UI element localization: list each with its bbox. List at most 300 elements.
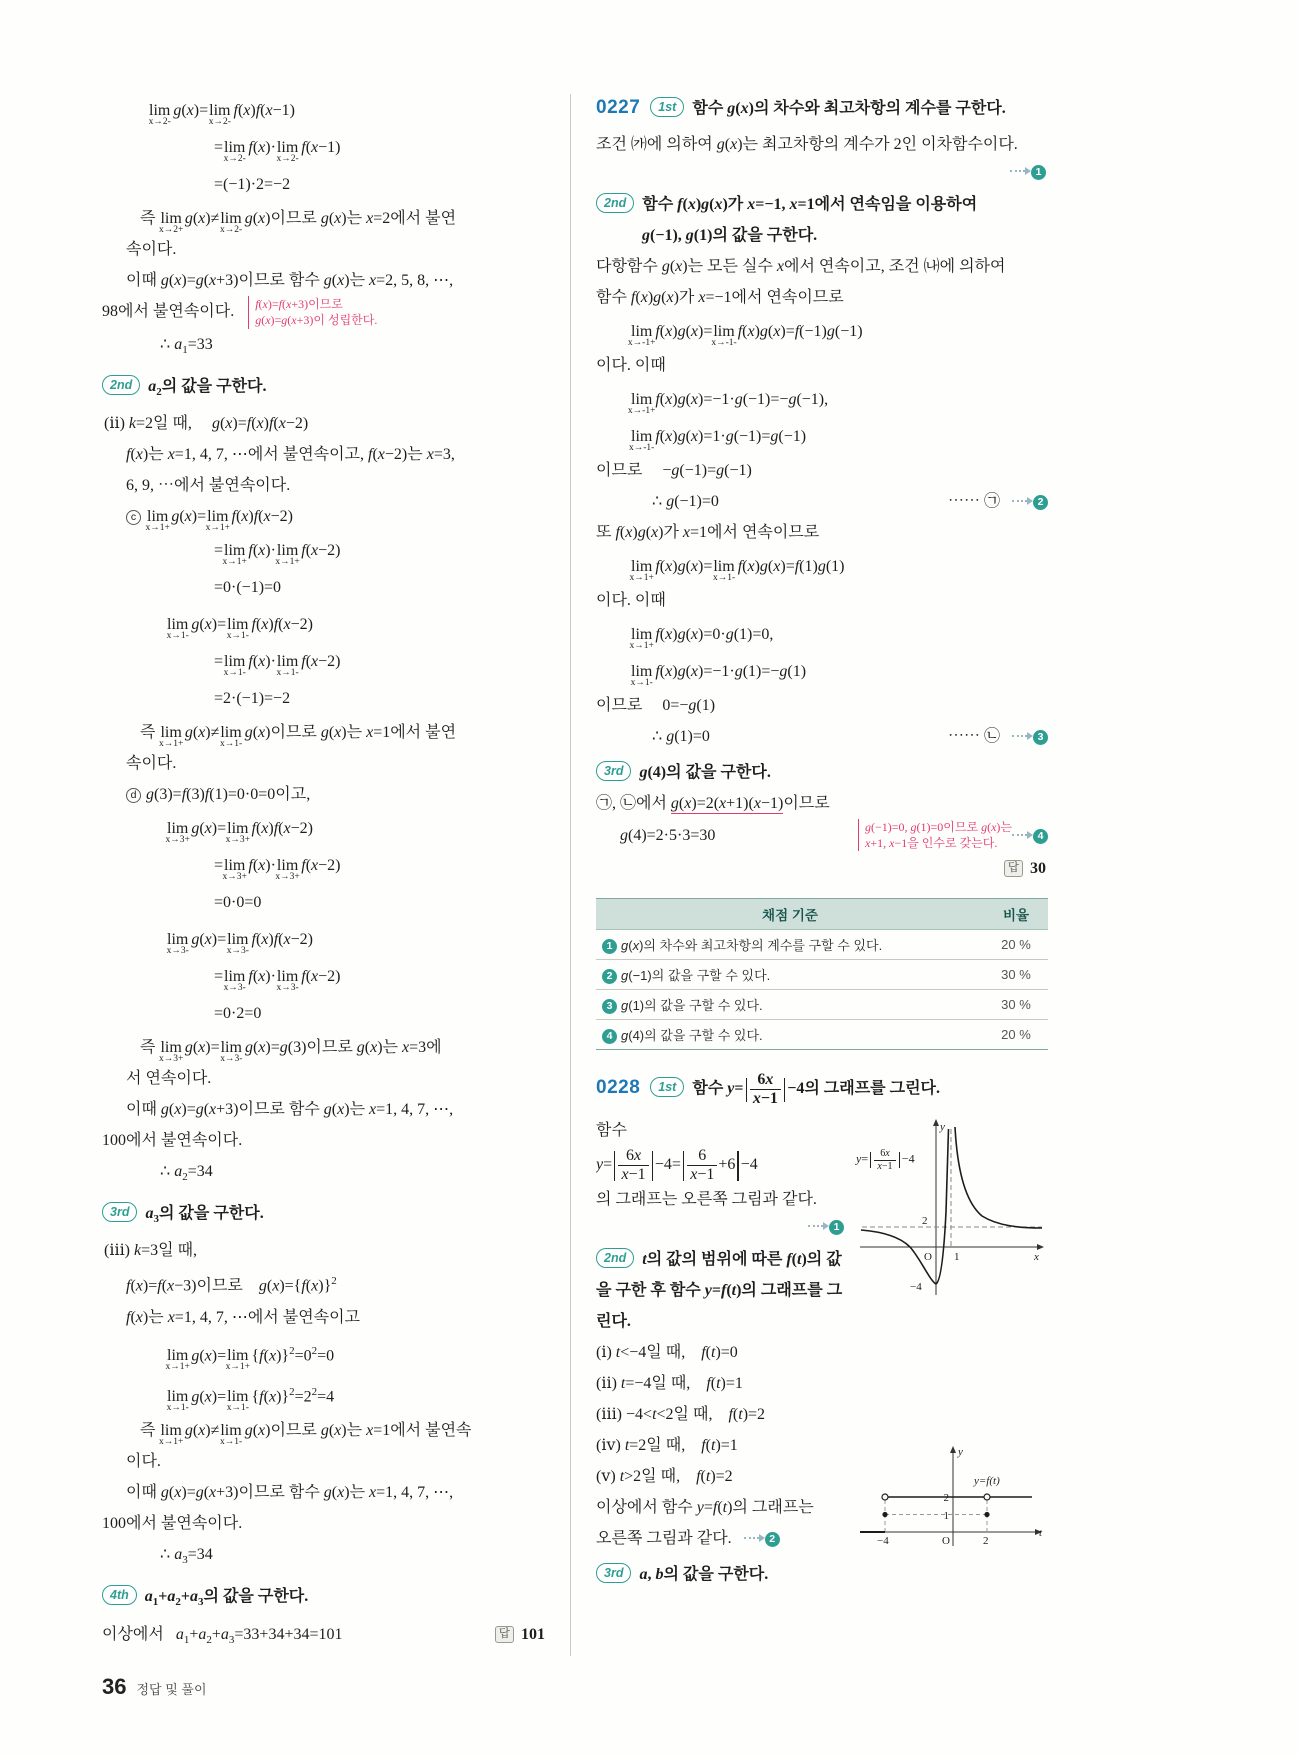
i-element: f <box>655 391 660 408</box>
limit-subscript: x→1+ <box>165 1361 190 1372</box>
i-element: g <box>184 1422 193 1440</box>
i-element: x <box>334 723 342 741</box>
i-element: g <box>770 428 779 445</box>
step-pill: 2nd <box>596 1248 634 1268</box>
i-element: g <box>244 723 253 741</box>
i-element: x <box>258 652 266 670</box>
limit-subscript: x→1+ <box>225 1361 250 1372</box>
text-line: (ⅱ) k=2일 때, g(x)=f(x)f(x−2) <box>104 414 309 432</box>
text-line: ∴ $a_3=34$ <box>160 1546 213 1567</box>
i-element: x <box>776 258 784 275</box>
i-element: f <box>794 323 800 340</box>
i-element: g <box>171 507 180 525</box>
i-element: x <box>204 930 212 948</box>
criterion-3-text: g(1)의 값을 구할 수 있다. <box>621 998 763 1014</box>
i-element: x <box>198 723 206 741</box>
i-element: x <box>730 136 738 153</box>
i-element: x <box>690 323 698 340</box>
i-element: g <box>981 820 988 834</box>
limit-subscript: x→1+ <box>629 640 654 651</box>
text-line <box>596 1306 1048 1337</box>
i-element: y <box>727 1080 735 1098</box>
step-2nd-line <box>596 1244 1048 1275</box>
text-line: 조건 ㈎에 의하여 g(x)는 최고차항의 계수가 2인 이차함수이다. <box>596 136 1018 153</box>
step-number-badge: 1 <box>1031 165 1046 180</box>
i-element: f <box>794 558 800 575</box>
limit-subscript: x→1- <box>226 630 249 641</box>
i-element: x <box>633 1147 642 1165</box>
i-element: g <box>779 663 788 680</box>
score-header-criteria: 채점 기준 <box>596 899 984 930</box>
i-element: g <box>734 663 743 680</box>
i-element: k <box>134 1242 142 1260</box>
label-y: y <box>958 1446 963 1459</box>
step-pill: 2nd <box>102 375 140 395</box>
i-element: x <box>865 836 871 851</box>
dashed-arrow-icon <box>1012 735 1027 737</box>
i-element: t <box>710 1437 716 1455</box>
limit-operator: lim x→3+ <box>225 819 250 845</box>
i-element: g <box>255 313 262 328</box>
i-element: x <box>258 541 266 559</box>
i-element: f <box>255 297 259 312</box>
step-2nd-line <box>596 189 1048 220</box>
i-element: g <box>620 826 628 844</box>
i-element: g <box>734 391 743 408</box>
limit-subscript: x→1+ <box>158 1437 184 1448</box>
i-element: x <box>370 1038 378 1056</box>
i-element: t <box>624 1437 630 1455</box>
page-footer <box>102 1674 207 1700</box>
i-element: g <box>621 968 629 984</box>
i-element: x <box>167 1277 175 1295</box>
criterion-1-rate: 20 % <box>984 930 1048 960</box>
i-element: x <box>753 795 761 812</box>
label-origin: O <box>942 1535 950 1548</box>
limit-subscript: x→-1- <box>629 442 655 453</box>
i-element: g <box>621 1028 629 1044</box>
text-line: 100에서 불연속이다. <box>102 1515 243 1533</box>
limit-operator: lim x→1+ <box>205 507 230 533</box>
circled-letter: c <box>126 510 141 525</box>
text-line: 98에서 불연속이다. f(x)=f(x+3)이므로 g(x)=g(x+3)이 성립한다. <box>102 297 378 328</box>
b-element: 함수 g(x)의 차수와 최고차항의 계수를 구한다. <box>692 100 1006 117</box>
step-number-badge: 3 <box>1033 730 1048 745</box>
i-element: g <box>817 558 826 575</box>
i-element: g <box>910 820 917 834</box>
limit-subscript: x→2+ <box>158 224 184 235</box>
i-element: g <box>661 258 670 275</box>
i-element: x <box>747 196 756 213</box>
limit-subscript: x→2- <box>148 116 171 127</box>
i-element: g <box>244 1038 253 1056</box>
i-element: x <box>632 938 640 954</box>
text-line: 함수 <box>596 1122 627 1140</box>
fraction-numerator: 6 <box>687 1147 717 1166</box>
text-line: ㉠, ㉡에서 g(x)=2(x+1)(x−1)이므로 <box>596 795 830 812</box>
text-line: lim x→2- g(x)=lim x→2- f(x)f(x−1) <box>148 102 295 127</box>
limit-operator: lim x→2- <box>219 210 243 235</box>
i-element: f <box>630 289 636 306</box>
i-element: g <box>666 493 675 510</box>
i-element: x <box>773 323 781 340</box>
i-element: x <box>991 820 997 834</box>
criterion-3-cell <box>596 990 984 1020</box>
abs-value-bar <box>614 1151 615 1181</box>
fraction <box>687 1147 717 1184</box>
step-marker-line <box>596 1215 1048 1239</box>
i-element: g <box>320 1422 329 1440</box>
fraction <box>750 1071 781 1108</box>
i-element: a <box>148 377 157 395</box>
i-element: g <box>759 558 768 575</box>
i-element: x <box>261 930 269 948</box>
i-element: f <box>248 652 253 670</box>
i-element: b <box>655 1566 664 1584</box>
i-element: x <box>285 297 292 312</box>
i-element: g <box>320 723 329 741</box>
reference-mark-dots: ⋯⋯ ㉡ <box>947 728 1000 745</box>
limit-subscript: x→3- <box>226 945 249 956</box>
i-element: f <box>701 1344 706 1362</box>
i-element: t <box>705 1468 711 1486</box>
text-line: ∴ $a_1=33$ <box>160 335 213 356</box>
text-line: (ⅴ) t>2일 때, f(t)=2 <box>596 1468 733 1486</box>
text-line: lim x→-1- f(x)g(x)=1·g(−1)=g(−1) <box>629 428 807 453</box>
i-element: f <box>251 930 256 948</box>
limit-operator: lim x→1- <box>223 652 246 678</box>
i-element: x <box>311 856 319 874</box>
i-element: g <box>244 210 253 227</box>
limit-subscript: x→1- <box>276 667 299 678</box>
i-element: x <box>258 967 266 985</box>
fraction-denominator: x−1 <box>752 1090 778 1108</box>
conclusion-line <box>596 721 1048 752</box>
i-element: f <box>701 1437 706 1455</box>
fraction-denominator: x−1 <box>690 1166 715 1184</box>
i-element: f <box>273 930 279 948</box>
step-marker <box>744 1530 780 1547</box>
limit-subscript: x→3+ <box>158 1053 184 1064</box>
i-element: f <box>253 507 259 525</box>
i-element: x <box>690 558 698 575</box>
i-element: t <box>716 1375 721 1393</box>
i-element: f <box>233 102 238 119</box>
label-x: x <box>1034 1251 1039 1264</box>
limit-subscript: x→1- <box>166 630 189 641</box>
text-line: 이다. 이때 <box>596 592 666 609</box>
i-element: x <box>258 856 266 874</box>
text-line: lim x→1- g(x)=lim x→1- f(x)f(x−2) <box>166 615 313 641</box>
i-element: g <box>160 272 169 289</box>
i-element: t <box>797 1251 802 1269</box>
criterion-1-badge: 1 <box>602 939 617 954</box>
i-element: x <box>167 1308 175 1326</box>
i-element: x <box>268 1388 277 1406</box>
label-two: 2 <box>922 1215 928 1228</box>
limit-subscript: x→1- <box>166 1403 189 1414</box>
text-line: lim x→1+ f(x)g(x)=lim x→1- f(x)g(x)=f(1)g(1) <box>629 558 845 583</box>
b-element: g(−1), g(1)의 값을 구한다. <box>642 227 818 244</box>
i-element: g <box>323 1100 332 1118</box>
criterion-4-rate: 20 % <box>984 1020 1048 1050</box>
criterion-3-rate: 30 % <box>984 990 1048 1020</box>
i-element: x <box>690 626 698 643</box>
b-element: 30 <box>1030 860 1046 878</box>
text-line <box>596 220 1048 251</box>
b-element: $a_3$의 값을 구한다. <box>145 1205 264 1226</box>
i-element: g <box>211 414 220 432</box>
criterion-1-cell <box>596 930 984 960</box>
step-number-badge: 2 <box>765 1532 780 1547</box>
i-element: g <box>670 795 679 812</box>
label-curve: y=f(t) <box>974 1475 1000 1488</box>
limit-subscript: x→2- <box>276 153 299 164</box>
i-element: x <box>625 524 633 541</box>
i-element: x <box>135 1277 143 1295</box>
i-element: x <box>174 1484 182 1502</box>
sub-element: 2 <box>156 385 162 398</box>
i-element: x <box>687 196 696 213</box>
limit-operator: lim x→1+ <box>158 723 184 749</box>
step-marker <box>1010 163 1046 180</box>
limit-operator: lim x→1- <box>226 1388 249 1414</box>
i-element: x <box>198 1422 206 1440</box>
limit-subscript: x→1- <box>219 1437 243 1448</box>
i-element: x <box>765 1071 774 1089</box>
i-element: t <box>642 1251 647 1269</box>
i-element: f <box>181 785 187 803</box>
fraction-denominator: x−1 <box>621 1166 646 1184</box>
i-element: f <box>268 414 274 432</box>
i-element: f <box>126 445 131 463</box>
i-element: g <box>677 663 686 680</box>
i-element: g <box>642 227 650 244</box>
score-table-header-row <box>596 899 1048 930</box>
i-element: g <box>323 272 332 289</box>
text-line: ∴ $a_2=34$ <box>160 1162 213 1184</box>
i-element: f <box>204 785 210 803</box>
limit-subscript: x→1- <box>630 677 653 688</box>
i-element: g <box>677 626 686 643</box>
i-element: x <box>283 819 291 837</box>
i-element: f <box>786 1251 792 1269</box>
i-element: x <box>885 1148 890 1160</box>
limit-subscript: x→3+ <box>225 834 250 845</box>
limit-operator: lim x→3+ <box>165 819 190 845</box>
text-line: c lim x→1+ g(x)=lim x→1+ f(x)f(x−2) <box>102 501 545 532</box>
i-element: y <box>596 1156 604 1174</box>
problem-0227-header <box>596 92 1048 126</box>
criterion-2-rate: 30 % <box>984 960 1048 990</box>
i-element: t <box>710 1344 716 1362</box>
answer-value <box>495 1619 545 1650</box>
problem-0228-header <box>596 1066 1048 1112</box>
i-element: x <box>204 1388 212 1406</box>
i-element: f <box>615 524 620 541</box>
i-element: f <box>301 541 306 559</box>
limit-subscript: x→-1+ <box>627 337 656 348</box>
text-line <box>596 1275 1048 1306</box>
i-element: g <box>725 626 734 643</box>
limit-operator: lim x→3- <box>220 1038 243 1064</box>
limit-subscript: x→-1+ <box>627 405 656 416</box>
text-line: =lim x→1- f(x)·lim x→1- f(x−2) <box>214 652 341 678</box>
left-column <box>102 92 545 1656</box>
label-y: y <box>940 1121 945 1134</box>
text-line: lim x→1- g(x)=lim x→1- $\{f(x)\}^2=2^2=4$ <box>166 1385 335 1414</box>
i-element: x <box>209 272 217 289</box>
label-minus4: −4 <box>910 1281 922 1294</box>
text-line: y= $\frac{6x}{x-1}$ −4= $\frac{6}{x-1}$ +6 −4 <box>596 1147 758 1184</box>
i-element: x <box>752 1090 761 1108</box>
i-element: f <box>259 1346 264 1364</box>
i-element: f <box>246 414 252 432</box>
step-marker <box>1012 486 1048 517</box>
i-element: g <box>146 785 154 803</box>
i-element: f <box>655 428 660 445</box>
i-element: g <box>160 1484 169 1502</box>
i-element: y <box>856 1151 862 1166</box>
i-element: f <box>301 139 306 156</box>
i-element: g <box>826 323 835 340</box>
conclusion-text: ∴ g(1)=0 <box>652 728 710 745</box>
text-line: 이다. 이때 <box>596 357 666 374</box>
i-element: x <box>366 723 374 741</box>
i-element: g <box>671 462 680 479</box>
i-element: f <box>248 967 253 985</box>
i-element: g <box>637 524 646 541</box>
sup-element: 2 <box>331 1275 337 1288</box>
i-element: y <box>704 1282 712 1300</box>
text-line: 100에서 불연속이다. <box>102 1131 243 1149</box>
text-line: (ⅱ) t=−4일 때, f(t)=1 <box>596 1375 743 1393</box>
i-element: f <box>251 819 256 837</box>
limit-subscript: x→3- <box>166 945 189 956</box>
limit-subscript: x→2- <box>219 224 243 235</box>
i-element: x <box>719 795 727 812</box>
step-number-badge: 2 <box>1033 495 1048 510</box>
i-element: a <box>190 1588 198 1606</box>
i-element: g <box>688 697 697 714</box>
i-element: g <box>191 615 200 633</box>
text-line: 이다. <box>126 1453 161 1471</box>
limit-subscript: x→1+ <box>145 522 170 533</box>
limit-operator: lim x→2- <box>276 139 299 164</box>
i-element: a <box>198 1625 207 1643</box>
text-line: lim x→-1+ f(x)g(x)=−1·g(−1)=−g(−1), <box>627 391 829 416</box>
limit-operator: lim x→-1+ <box>627 391 656 416</box>
column-divider <box>570 94 571 1656</box>
i-element: g <box>685 227 694 244</box>
limit-subscript: x→1+ <box>158 738 184 749</box>
problem-number: 0227 <box>596 97 641 118</box>
limit-operator: lim x→1+ <box>275 541 300 567</box>
i-element: g <box>677 428 686 445</box>
i-element: x <box>265 102 273 119</box>
abs-value-bar <box>683 1151 684 1181</box>
i-element: x <box>665 391 673 408</box>
i-element: t <box>652 1406 657 1424</box>
i-element: x <box>675 258 683 275</box>
dashed-arrow-icon <box>1012 834 1027 836</box>
i-element: g <box>701 196 710 213</box>
b-element: t의 값의 범위에 따른 f(t)의 값 <box>642 1251 842 1269</box>
i-element: f <box>655 323 660 340</box>
limit-operator: lim x→1- <box>276 652 299 678</box>
text-line: 다항함수 g(x)는 모든 실수 x에서 연속이고, 조건 ㈏에 의하여 <box>596 258 1006 275</box>
dashed-arrow-icon <box>1012 500 1027 502</box>
i-element: x <box>789 196 798 213</box>
text-line: f(x)는 x=1, 4, 7, ⋯에서 불연속이고, f(x−2)는 x=3, <box>126 445 455 463</box>
i-element: g <box>184 723 193 741</box>
answer-chip: 답 <box>1004 860 1023 877</box>
i-element: g <box>725 428 734 445</box>
conclusion-text: g(4)=2·5·3=30 <box>620 826 716 844</box>
i-element: g <box>195 272 204 289</box>
i-element: x <box>369 1484 377 1502</box>
i-element: x <box>740 100 749 117</box>
limit-operator: lim x→1- <box>166 1388 189 1414</box>
limit-subscript: x→1- <box>223 667 246 678</box>
i-element: x <box>135 1308 143 1326</box>
b-element: 101 <box>521 1625 545 1643</box>
i-element: x <box>665 626 673 643</box>
label-two-axis: 2 <box>983 1535 989 1548</box>
i-element: x <box>747 323 755 340</box>
i-element: a <box>167 1588 176 1606</box>
criterion-4-cell <box>596 1020 984 1050</box>
i-element: x <box>690 663 698 680</box>
i-element: g <box>160 1100 169 1118</box>
i-element: x <box>174 272 182 289</box>
limit-operator: lim x→3- <box>223 967 246 993</box>
b-element: $a_1+a_2+a_3$의 값을 구한다. <box>144 1588 309 1609</box>
i-element: x <box>369 272 377 289</box>
i-element: g <box>191 1346 200 1364</box>
text-line: 서 연속이다. <box>126 1069 212 1087</box>
i-element: g <box>639 764 648 781</box>
i-element: f <box>696 1468 701 1486</box>
label-one: 1 <box>954 1251 960 1264</box>
text-line: 속이다. <box>126 754 177 772</box>
sub-element: 3 <box>228 1633 235 1646</box>
limit-operator: lim x→1+ <box>145 507 170 533</box>
limit-operator: lim x→2- <box>148 102 171 127</box>
sub-element: 1 <box>183 1633 190 1646</box>
i-element: a <box>220 1625 229 1643</box>
i-element: x <box>311 967 319 985</box>
i-element: g <box>191 930 200 948</box>
i-element: f <box>655 626 660 643</box>
limit-operator: lim x→2+ <box>158 210 184 235</box>
dashed-arrow-icon <box>808 1225 823 1227</box>
i-element: x <box>209 1100 217 1118</box>
sup-element: 2 <box>311 1344 318 1357</box>
b-element: $a_2$의 값을 구한다. <box>148 377 267 398</box>
step-number-badge: 1 <box>829 1220 844 1235</box>
sub-element: 3 <box>182 1554 188 1567</box>
i-element: x <box>665 663 673 680</box>
i-element: g <box>759 323 768 340</box>
i-element: a <box>175 1625 184 1643</box>
step-2nd-line <box>102 371 545 408</box>
i-element: f <box>706 1375 711 1393</box>
i-element: g <box>279 1038 288 1056</box>
i-element: t <box>620 1375 626 1393</box>
fraction-numerator: 6x <box>874 1148 895 1160</box>
i-element: x <box>377 445 385 463</box>
